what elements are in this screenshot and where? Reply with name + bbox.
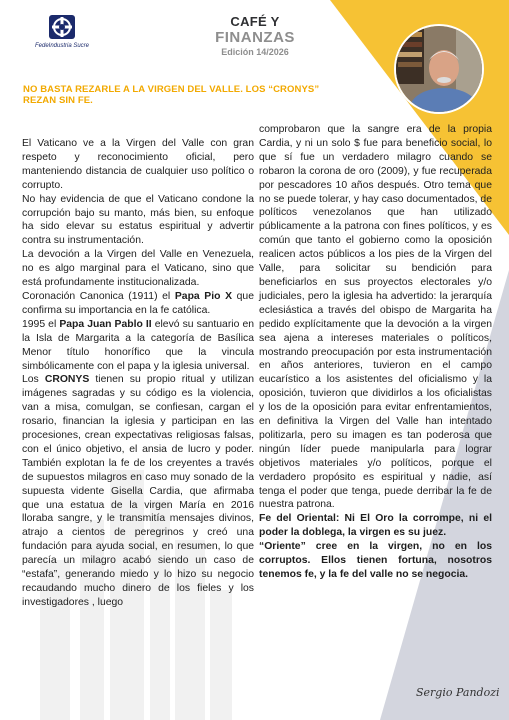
masthead-line1: CAFÉ Y [230, 14, 280, 29]
text-run: Los [22, 374, 45, 386]
closing-bold: “Oriente” cree en la virgen, no en los corruptos. Ellos tienen fortuna, nosotros tenemos fe, y la fe del valle no se negocia. [259, 541, 492, 580]
masthead [195, 14, 315, 57]
article-column-left [22, 137, 254, 610]
author-portrait [396, 26, 484, 114]
paragraph: El Vaticano ve a la Virgen del Valle con gran respeto y reconocimiento oficial, pero manteniendo distancia de cualquier uso político o corrupto. [22, 138, 254, 191]
paragraph [22, 318, 254, 374]
author-photo [394, 24, 484, 114]
emphasis-pope-john-paul: Papa Juan Pablo II [59, 318, 152, 330]
closing-statement [259, 512, 492, 540]
closing-statement [259, 540, 492, 582]
paragraph: No hay evidencia de que el Vaticano condone la corrupción bajo su manto, más bien, su enfoque ha sido elevar su estatus espiritual y advertir contra su instrumentación. [22, 193, 254, 247]
author-signature: Sergio Pandozi [416, 686, 500, 699]
fedeindustria-logo-icon [47, 14, 77, 40]
paragraph: comprobaron que la sangre era de la propia Cardia, y ni un solo $ fue para beneficio social, lo que sí fue un verdadero milagro cuando se robaron la corona de oro (2009), y fue recuperada por pescadores 10 años después. Otro tema que no se puede tolerar, y hay caso documentados, de políticos venezolanos que han utilizado públicamente a la patrona con fines políticos, y es común que tanto el gobierno como la oposición realicen actos públicos a los pies de la Virgen del Valle, para solicitar su bendición para beneficiarlos en sus proyectos electorales y/o judiciales, pero la iglesia ha advertido: la jerarquía eclesiástica a través del obispo de Margarita ha pedido explícitamente que la devoción a la virgen sea ajena a intereses materiales o políticos, mostrando preocupación por esta instrumentación en años anteriores, tuvieron en el campo eucarístico a los asistentes del oficialismo y la oposición, tuvieron que dividirlos a los oficialistas y los de la oposición para evitar enfrentamientos, en definitiva la Virgen del Valle han intentado politizarla, pero su imagen es tan poderosa que ningún líder puede manipularla para lograr objetivos materiales y/o políticos, porque el verdadero propósito es espiritual y nadie, así tenga el poder que tenga, puede derribar la fe de nuestra patrona. [259, 124, 492, 511]
fedeindustria-logo [22, 14, 102, 49]
text-run: tienen su propio ritual y utilizan imágenes sagradas y su código es la violencia, van a misa, comulgan, se confiesan, cargan el rosario, financian la iglesia y participan en las procesiones, crean expectativas religiosas falsas, con el único objetivo, el ansia de lucro y poder. También explotan la fe de los creyentes a través de supuestos milagros en caso muy sonado de la supuesta vidente Gisella Cardia, que afirmaba que una estatua de la virgen María en 2016 lloraba sangre, y le transmitía mensajes divinos, atrajo a cientos de peregrinos y creó una fundación para ayuda social, en resumen, lo que parecía un milagro acabó siendo un caso de “estafa”, generando miedo y lo hizo su negocio recaudando mucho dinero de los fieles y los investigadores , luego [22, 374, 255, 608]
masthead-line2: FINANZAS [215, 29, 295, 46]
article-column-right [259, 123, 492, 582]
paragraph [22, 373, 254, 609]
text-run: que confirma su importancia en la fe católica. [22, 290, 254, 316]
text-run: 1995 el [22, 318, 60, 330]
text-run: elevó su santuario en la Isla de Margarita a la categoría de Basílica Menor título honorífico que la vincula simbólicamente con el papa y la iglesia universal. [22, 318, 255, 372]
article-headline: NO BASTA REZARLE A LA VIRGEN DEL VALLE. LOS “CRONYS” REZAN SIN FE. [23, 84, 320, 106]
paragraph: La devoción a la Virgen del Valle en Venezuela, no es algo marginal para el Vaticano, sino que está profundamente institucionalizada. [22, 249, 254, 289]
logo-org-name: FedeIndustria Sucre [34, 43, 90, 49]
paragraph [22, 290, 254, 318]
closing-bold: Fe del Oriental: Ni El Oro la corrompe, ni el poder la doblega, la virgen es su juez. [259, 513, 492, 539]
text-run: Coronación Canonica (1911) el [22, 290, 175, 302]
emphasis-pope-pius: Papa Pio X [174, 290, 233, 302]
emphasis-cronys: CRONYS [44, 374, 90, 386]
edition-label: Edición 14/2026 [221, 47, 289, 57]
